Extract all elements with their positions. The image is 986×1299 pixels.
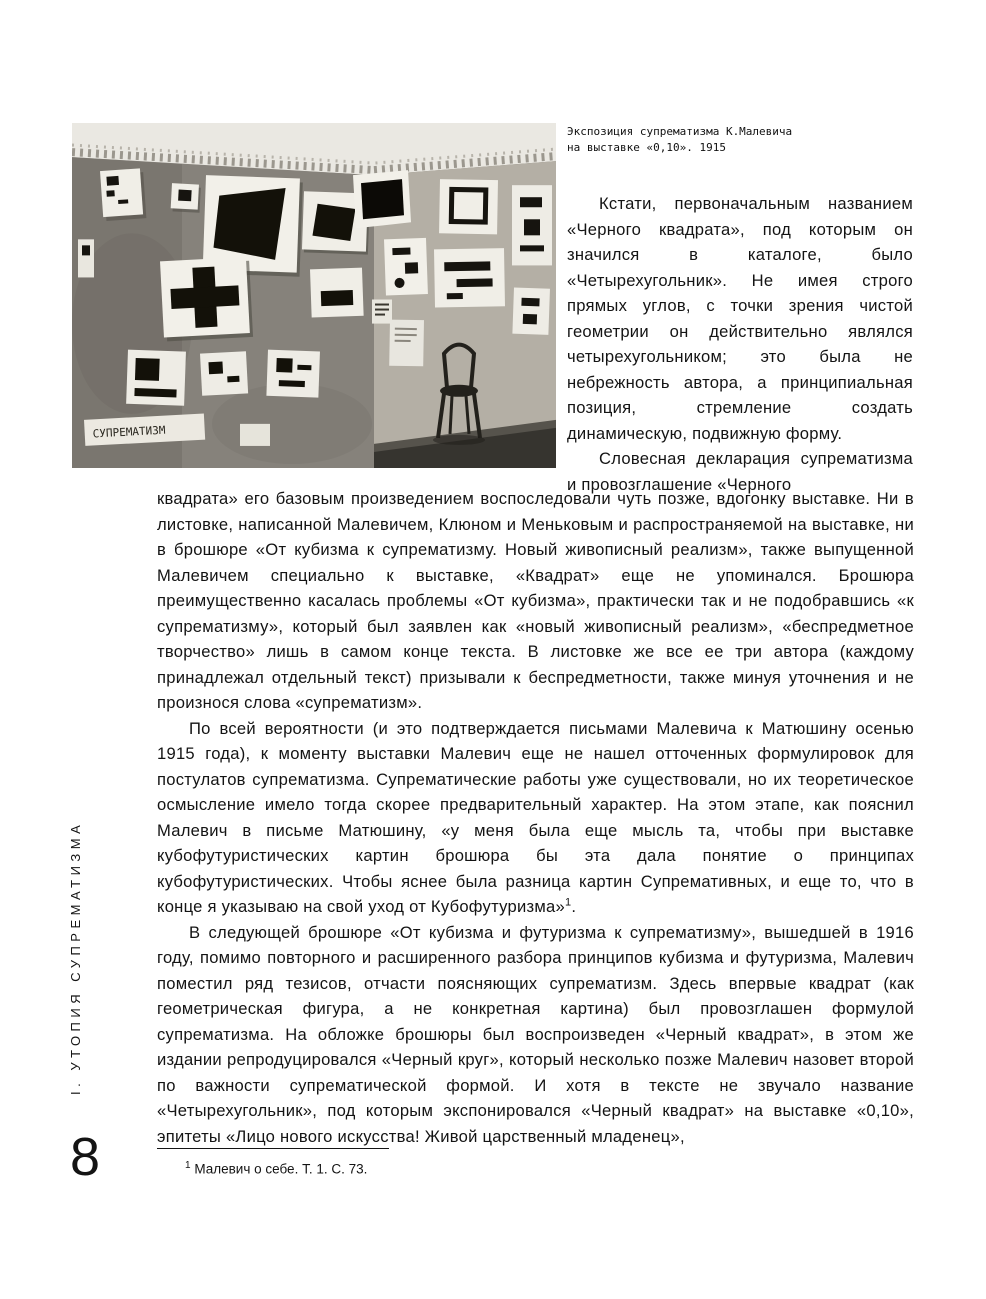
column-paragraph-2: Словесная декларация супрематизма и провозглашение «Черного [567,449,913,494]
photo-caption [567,124,927,156]
banner-text: СУПРЕМАТИЗМ [92,423,166,441]
painting-small-mid [171,183,201,213]
footnote-body [157,1156,914,1179]
photo-caption-line1: Экспозиция супрематизма К.Малевича [567,125,793,138]
body-paragraph-2-period: . [571,897,577,916]
body-paragraph-2 [157,716,914,920]
footnote [157,1148,914,1179]
painting-black-bar [310,268,364,318]
black-square-painting [353,170,411,228]
painting-right-5 [512,287,550,334]
painting-small-topleft [100,168,146,221]
footnote-reference: 1 [564,896,572,909]
painting-right-3 [434,248,505,307]
painting-right-1 [384,238,428,296]
small-sheet [240,424,270,446]
painting-composition [266,350,320,398]
right-column-text [567,191,913,497]
footnote-marker: 1 [185,1160,191,1171]
painting-square-and-bar [126,350,186,406]
chapter-sidebar-label: I. УТОПИЯ СУПРЕМАТИЗМА [68,820,83,1095]
exhibition-photo-art [72,123,556,468]
body-paragraph-1: квадрата» его базовым произведением воспоследовали чуть позже, вдогонку выставке. Ни в листовке, написанной Малевичем, Клюном и Меньковым и распространяемой на выставке, ни в брошюре «От кубизма к супрематизму. Новый живописный реализм», также выпущенной Малевичем специально к выставке, «Квадрат» еще не упоминался. Брошюра преимущественно касалась проблемы «От кубизма», практически так и не подобравшись «к супрематизму», который был заявлен как «новый живописный реализм», «беспредметное творчество» лишь в самом конце текста. В листовке же все ее три автора (каждому принадлежал отдельный текст) призывали к беспредметности, также минуя уточнения и не произнося слова «супрематизм». [157,489,914,712]
page-number: 8 [70,1127,101,1187]
body-paragraph-3: В следующей брошюре «От кубизма и футуризма к супрематизму», вышедшей в 1916 году, помимо повторного и расширенного разбора принципов кубизма и футуризма, Малевич поместил ряд тезисов, отчасти поясняющих супрематизм. Здесь впервые квадрат (как геометрическая фигура, а не конкретная картина) был провозглашен формулой супрематизма. На обложке брошюры был воспроизведен «Черный квадрат», в этом же издании репродуцировался «Черный круг», который несколько позже Малевич назовет второй по важности супрематической формой. И хотя в тексте не звучало название «Четырехугольник», под которым экспонировался «Черный квадрат» на выставке «0,10», эпитеты «Лицо нового искусства! Живой царственный младенец», [157,922,914,1146]
photo-caption-line2: на выставке «0,10». 1915 [567,141,726,154]
footnote-text: Малевич о себе. Т. 1. С. 73. [194,1161,368,1177]
footnote-rule [157,1148,389,1149]
body-text [157,486,914,1149]
painting-small-lower [200,351,248,395]
painting-right-2 [439,179,498,234]
painting-narrow [78,239,94,277]
wall-label [372,300,392,324]
column-paragraph-1: Кстати, первоначальным названием «Черного квадрата», под которым он значился в каталоге, было «Четырехугольник». Не имея строго прямых углов, с точки зрения чистой геометрии он действительно являлся четырехугольником; это была не небрежность автора, а принципиальная позиция, стремление создать динамическую, подвижную форму. [567,194,913,443]
body-paragraph-2-text: По всей вероятности (и это подтверждается письмами Малевича к Матюшину осенью 1915 года), к моменту выставки Малевич еще не нашел отточенных формулировок для постулатов супрематизма. Супрематические работы уже существовали, но их теоретическое осмысление имело тогда скорее предварительный характер. На этом этапе, как пояснил Малевич в письме Матюшину, «у меня была еще мысль та, чтобы при выставке кубофутуристических картин брошюра бы эта дала понятие о принципах кубофутуристических. Чтобы яснее была разница картин Супремативных, и еще то, что в конце я указываю на свой уход от Кубофутуризма» [157,718,914,916]
exhibition-photo [72,123,556,468]
white-sheet-above-chair [389,320,424,367]
painting-right-4 [512,185,552,265]
painting-black-cross [160,257,253,342]
